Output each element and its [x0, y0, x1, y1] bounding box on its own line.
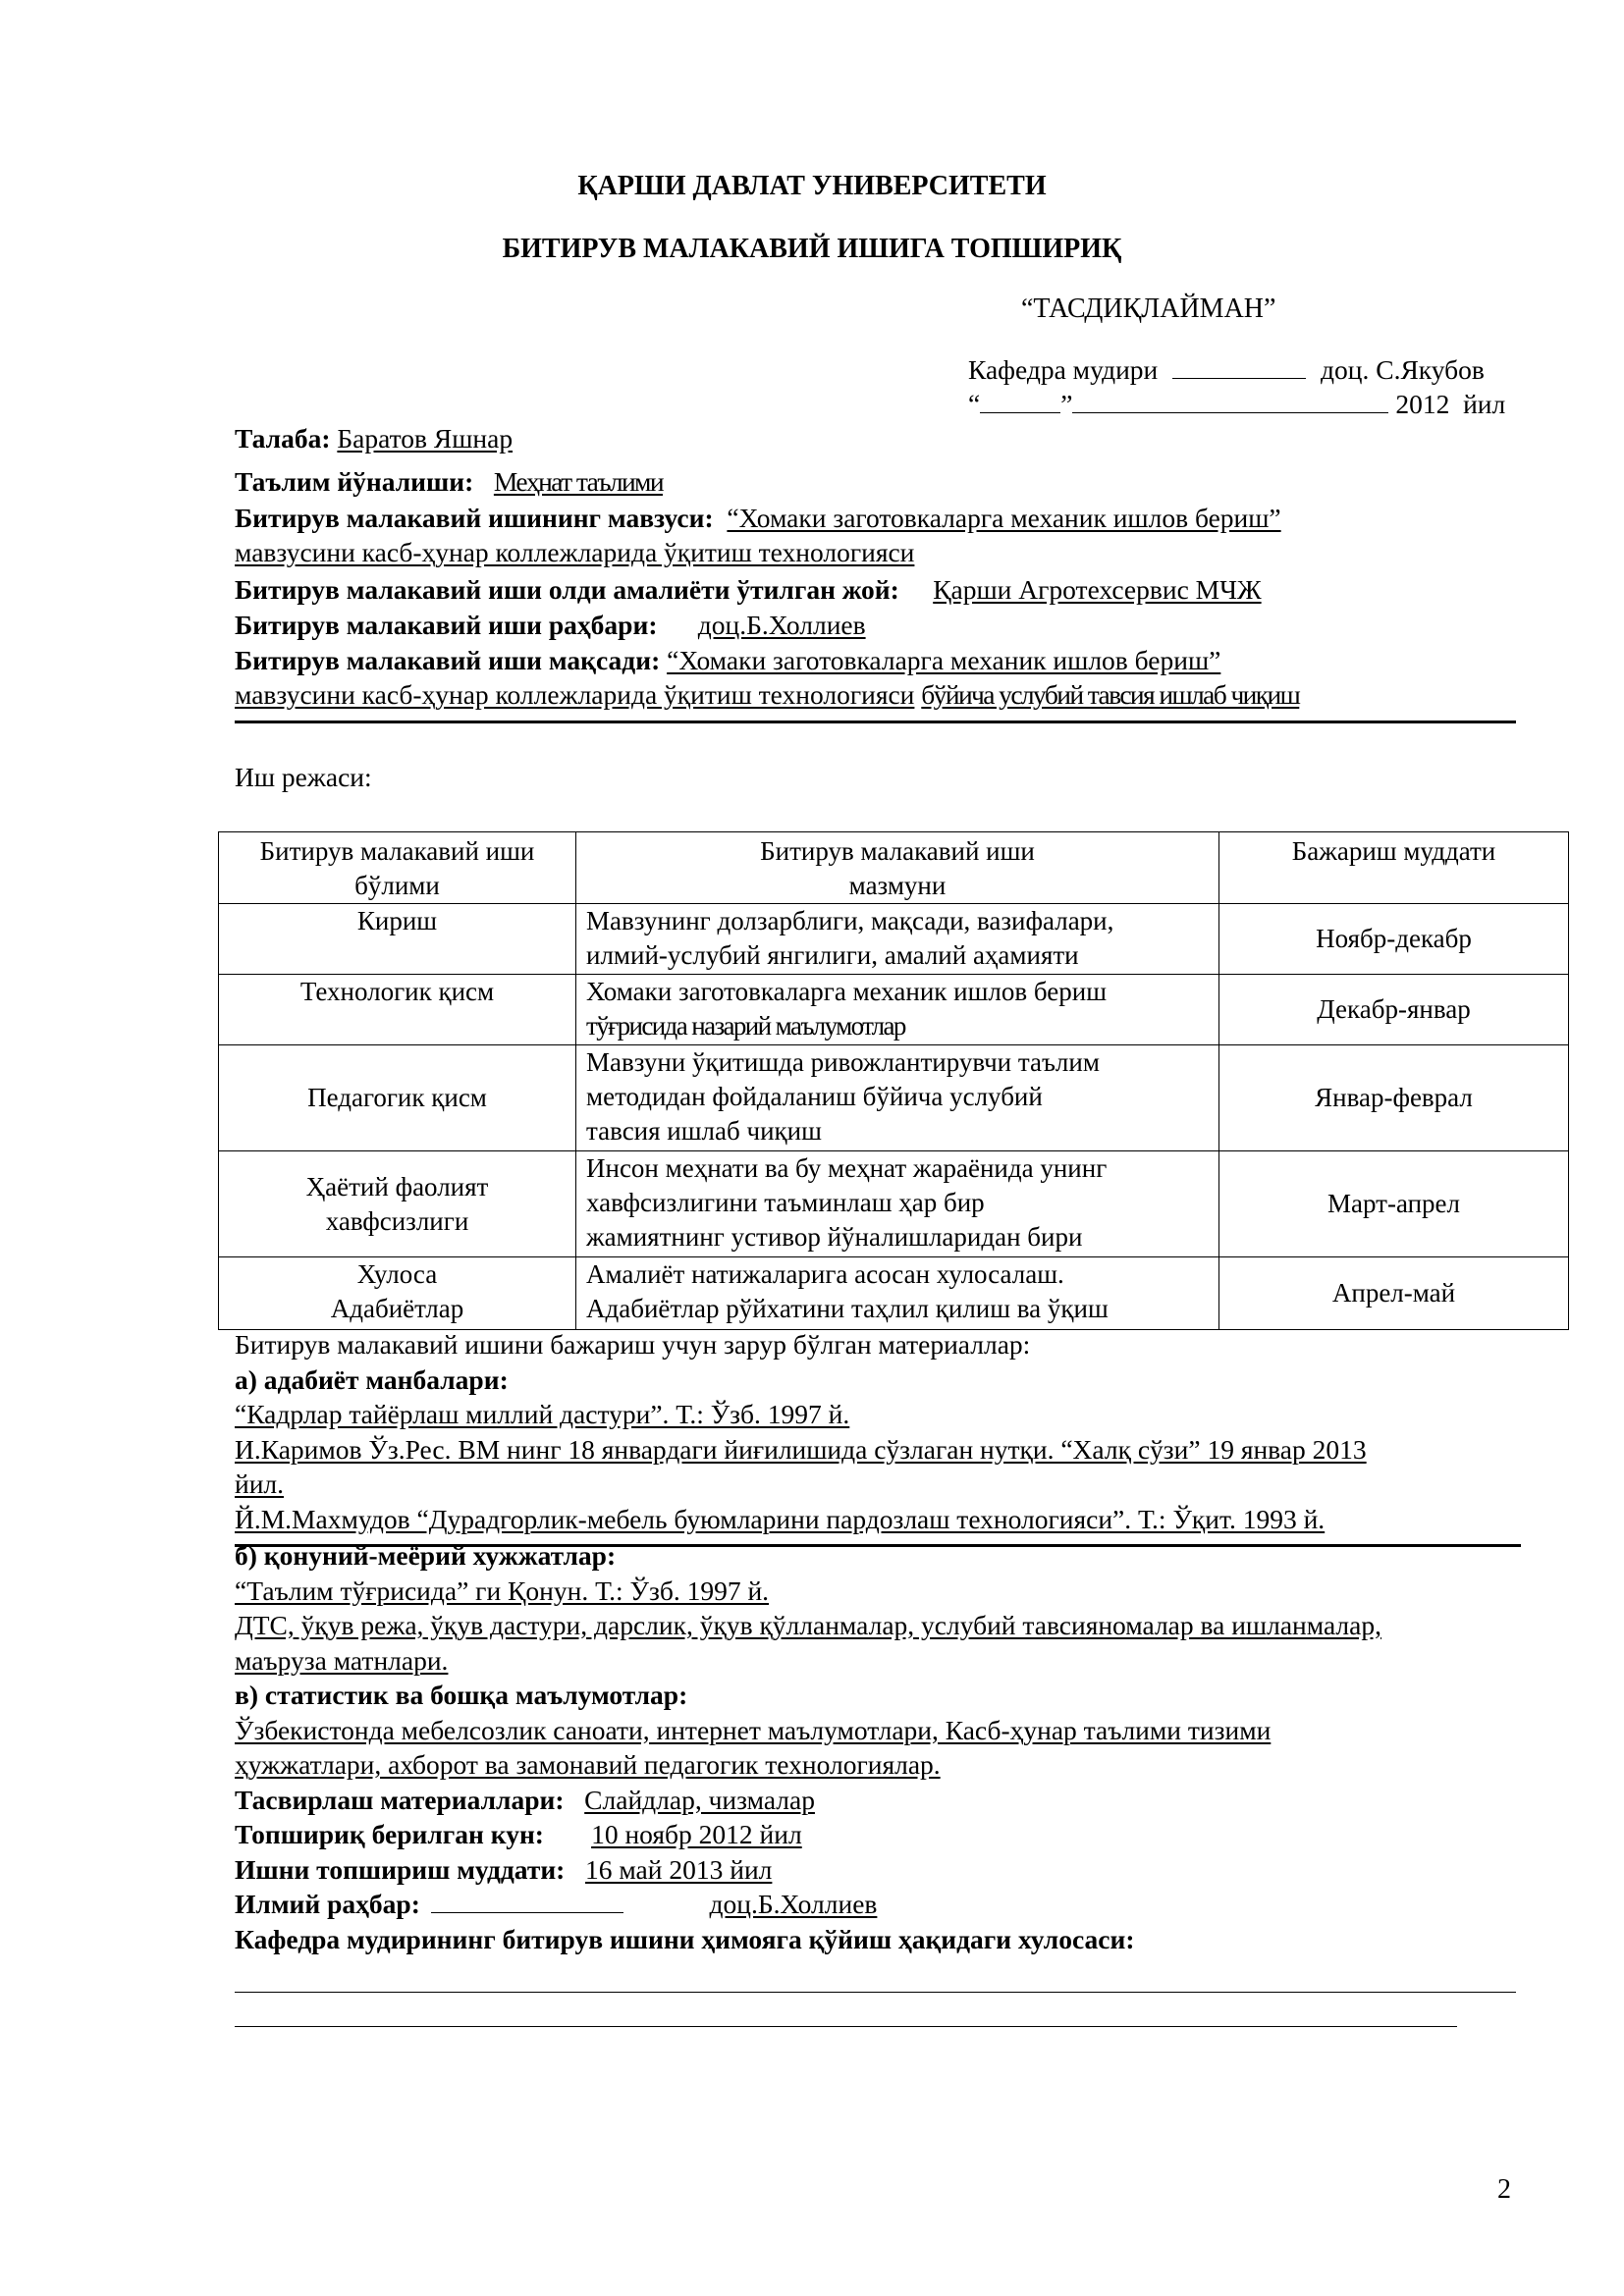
student-row: Талаба: Баратов Яшнар — [235, 423, 514, 454]
goal-row: Битирув малакавий иши мақсади: “Хомаки заготовкаларга механик ишлов бериш” мавзусини касб-ҳунар коллежларида ўқитиш технологияси бўйича услубий тавсия ишлаб чиқиш — [235, 645, 1300, 710]
normative-label: б) қонуний-меёрий хужжатлар — [235, 1540, 607, 1571]
supervisor-row: Битирув малакавий иши раҳбари: доц.Б.Холлиев — [235, 610, 866, 640]
topic-label: Битирув малакавий ишининг мавзуси — [235, 503, 705, 533]
deadline-cell: Апрел-май — [1219, 1257, 1569, 1330]
adviser-label: Илмий раҳбар — [235, 1889, 411, 1919]
conclusion-label: Кафедра мудирининг битирув ишини ҳимояга қўйиш ҳақидаги хулосаси — [235, 1923, 1126, 1954]
assignment-title: БИТИРУВ МАЛАКАВИЙ ИШИГА ТОПШИРИҚ — [502, 234, 1122, 264]
statistics-item: ҳужжатлари, ахборот ва замонавий педагогик технологиялар. — [235, 1749, 941, 1780]
deadline-cell: Март-апрел — [1219, 1151, 1569, 1257]
section-cell: Педагогик қисм — [219, 1045, 576, 1151]
supervisor-value: доц.Б.Холлиев — [697, 610, 866, 640]
given-date-row: Топшириқ берилган кун: 10 ноябр 2012 йил — [235, 1819, 802, 1849]
section-cell: Хулоса Адабиётлар — [219, 1257, 576, 1330]
table-row — [219, 1151, 1569, 1257]
section-divider — [235, 721, 1516, 723]
goal-label: Битирув малакавий иши мақсади — [235, 645, 652, 675]
day-blank — [980, 391, 1060, 413]
place-value: Қарши Агротехсервис МЧЖ — [933, 574, 1262, 605]
deadline-cell: Январ-феврал — [1219, 1045, 1569, 1151]
student-label: Талаба — [235, 423, 322, 454]
chair-name: доц. С.Якубов — [1321, 354, 1485, 385]
given-date-label: Топшириқ берилган кун — [235, 1819, 535, 1849]
supervisor-label: Битирув малакавий иши раҳбари — [235, 610, 649, 640]
table-row — [219, 1257, 1569, 1330]
statistics-label: в) статистик ва бошқа маълумотлар — [235, 1680, 679, 1710]
literature-item: Й.М.Махмудов “Дурадгорлик-мебель буюмларини пардозлаш технологияси”. Т.: Ўқит. 1993 й. — [235, 1503, 1326, 1534]
conclusion-blank-line — [235, 1992, 1516, 1993]
topic-line-2: мавзусини касб-ҳунар коллежларида ўқитиш технологияси — [235, 536, 915, 567]
direction-label: Таълим йўналиши — [235, 466, 465, 497]
conclusion-row: Кафедра мудирининг битирув ишини ҳимояга қўйиш ҳақидаги хулосаси: — [235, 1923, 1135, 1954]
normative-item: “Таълим тўғрисида” ги Қонун. Т.: Ўзб. 1997 й. — [235, 1575, 770, 1606]
close-quote: ” — [1060, 389, 1073, 419]
submission-deadline-label: Ишни топшириш муддати — [235, 1853, 557, 1885]
chair-label: Кафедра мудири — [968, 354, 1159, 385]
approval-stamp-text: “ТАСДИҚЛАЙМАН” — [1021, 294, 1276, 324]
header-deadline: Бажариш муддати — [1219, 832, 1569, 904]
header-section: Битирув малакавий иши бўлими — [219, 832, 576, 904]
approval-date-line — [968, 388, 1505, 422]
table-row — [219, 904, 1569, 975]
adviser-signature-blank — [431, 1891, 623, 1913]
materials-intro: Битирув малакавий ишини бажариш учун зарур бўлган материаллар: — [235, 1329, 1031, 1360]
given-date-value: 10 ноябр 2012 йил — [591, 1819, 802, 1849]
page-number: 2 — [1497, 2174, 1511, 2205]
content-cell: Хомаки заготовкаларга механик ишлов бериш тўғрисида назарий маълумотлар — [576, 975, 1219, 1045]
conclusion-blank-line — [235, 2026, 1457, 2027]
illustrations-row: Тасвирлаш материаллари: Слайдлар, чизмалар — [235, 1784, 815, 1815]
submission-deadline-row: Ишни топшириш муддати: 16 май 2013 йил — [235, 1853, 773, 1885]
section-cell: Технологик қисм — [219, 975, 576, 1045]
content-cell: Инсон меҳнати ва бу меҳнат жараёнида унинг хавфсизлигини таъминлаш ҳар бир жамиятнинг устивор йўналишларидан бири — [576, 1151, 1219, 1257]
goal-line-2: мавзусини касб-ҳунар коллежларида ўқитиш технологияси — [235, 678, 915, 710]
work-plan-label: Иш режаси: — [235, 762, 372, 792]
literature-item: йил. — [235, 1468, 285, 1499]
normative-item: ДТС, ўқув режа, ўқув дастури, дарслик, ўқув қўлланмалар, услубий тавсияномалар ва ишланмалар, — [235, 1610, 1381, 1640]
submission-deadline-value: 16 май 2013 йил — [584, 1853, 773, 1885]
normative-item: маъруза матнлари. — [235, 1644, 449, 1676]
work-plan-table — [218, 831, 1569, 1330]
practice-place-row: Битирув малакавий иши олди амалиёти ўтилган жой: Қарши Агротехсервис МЧЖ — [235, 574, 1262, 605]
table-header-row — [219, 832, 1569, 904]
content-cell: Мавзунинг долзарблиги, мақсади, вазифалари, илмий-услубий янгилиги, амалий аҳамияти — [576, 904, 1219, 975]
topic-row: Битирув малакавий ишининг мавзуси: “Хомаки заготовкаларга механик ишлов бериш” мавзусини касб-ҳунар коллежларида ўқитиш технологияси — [235, 503, 1281, 567]
literature-divider — [235, 1544, 1521, 1547]
materials-section: Битирув малакавий ишини бажариш учун зарур бўлган материаллар: а) адабиёт манбалари: “Кадрлар тайёрлаш миллий дастури”. Т.: Ўзб. 1997 й. И.Каримов Ўз.Рес. ВМ нинг 18 январдаги йиғилишида сўзлаган нутқи. “Халқ сўзи” 19 январ 2013 йил. Й.М.Махмудов “Дурадгорлик-мебель буюмларини пардозлаш технологияси”. Т.: Ўқит. 1993 й. б) қонуний-меёрий хужжатлар: “Таълим тўғрисида” ги Қонун. Т.: Ўзб. 1997 й. ДТС, ўқув режа, ўқув дастури, дарслик, ўқув қўлланмалар, услубий тавсияномалар ва ишланмалар, маъруза матнлари. в) статистик ва бошқа маълумотлар: Ўзбекистонда мебелсозлик саноати, интернет маълумотлари, Касб-ҳунар таълими тизими ҳужжатлари, ахборот ва замонавий педагогик технологиялар. Тасвирлаш материаллари: Слайдлар, чизмалар Топшириқ берилган кун: 10 ноябр 2012 йил Ишни топшириш муддати: 16 май 2013 йил Илмий раҳбар: доц.Б.Холлиев Кафедра мудирининг битирув ишини ҳимояга қўйиш ҳақидаги хулосаси: — [235, 1327, 1521, 1956]
university-title: ҚАРШИ ДАВЛАТ УНИВЕРСИТЕТИ — [577, 171, 1047, 201]
statistics-item: Ўзбекистонда мебелсозлик саноати, интернет маълумотлари, Касб-ҳунар таълими тизими — [235, 1714, 1272, 1745]
direction-row: Таълим йўналиши: Меҳнат таълими — [235, 466, 663, 497]
content-cell: Мавзуни ўқитишда ривожлантирувчи таълим методидан фойдаланиш бўйича услубий тавсия ишлаб чиқиш — [576, 1045, 1219, 1151]
adviser-row: Илмий раҳбар: доц.Б.Холлиев — [235, 1889, 878, 1919]
section-cell: Кириш — [219, 904, 576, 975]
signature-blank — [1172, 356, 1306, 379]
content-cell: Амалиёт натижаларига асосан хулосалаш. Адабиётлар рўйхатини таҳлил қилиш ва ўқиш — [576, 1257, 1219, 1330]
student-name: Баратов Яшнар — [337, 423, 514, 454]
header-content: Битирув малакавий иши мазмуни — [576, 832, 1219, 904]
open-quote: “ — [968, 389, 981, 419]
place-label: Битирув малакавий иши олди амалиёти ўтилган жой — [235, 574, 891, 605]
goal-line-1: “Хомаки заготовкаларга механик ишлов бериш” — [667, 645, 1221, 675]
literature-item: И.Каримов Ўз.Рес. ВМ нинг 18 январдаги йиғилишида сўзлаган нутқи. “Халқ сўзи” 19 январ 2013 — [235, 1433, 1367, 1465]
topic-line-1: “Хомаки заготовкаларга механик ишлов бериш” — [727, 503, 1281, 533]
goal-line-2-tail: бўйича услубий тавсия ишлаб чиқиш — [921, 678, 1300, 710]
deadline-cell: Декабр-январ — [1219, 975, 1569, 1045]
section-cell: Ҳаётий фаолият хавфсизлиги — [219, 1151, 576, 1257]
approval-year: 2012 йил — [1395, 389, 1506, 419]
month-blank — [1072, 391, 1388, 413]
deadline-cell: Ноябр-декабр — [1219, 904, 1569, 975]
illustrations-label: Тасвирлаш материаллари — [235, 1784, 556, 1815]
chair-signature-line — [968, 353, 1485, 388]
table-row — [219, 975, 1569, 1045]
literature-label: а) адабиёт манбалари — [235, 1363, 500, 1395]
literature-item: “Кадрлар тайёрлаш миллий дастури”. Т.: Ўзб. 1997 й. — [235, 1399, 850, 1429]
illustrations-value: Слайдлар, чизмалар — [584, 1784, 815, 1815]
direction-value: Меҳнат таълими — [493, 466, 663, 497]
table-row — [219, 1045, 1569, 1151]
adviser-value: доц.Б.Холлиев — [709, 1889, 878, 1919]
